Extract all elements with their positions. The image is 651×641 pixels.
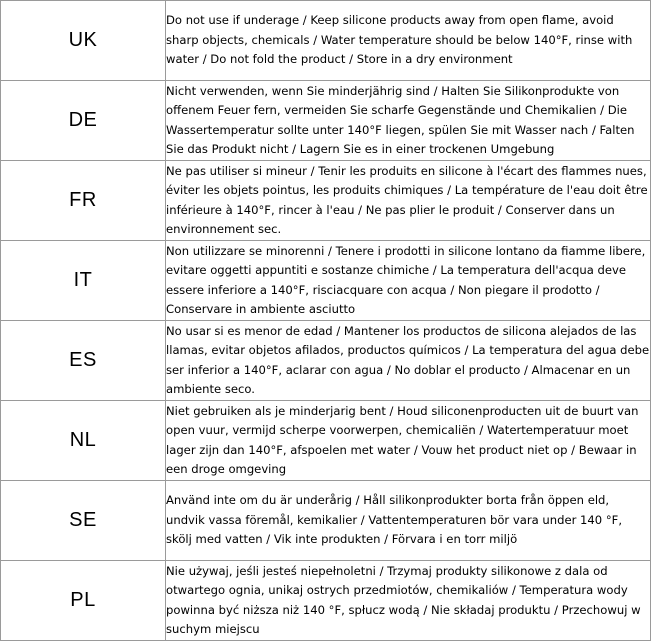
warning-text: Do not use if underage / Keep silicone products away from open flame, avoid sharp objects, chemicals / Water temperature should be below 140°F, rinse with water / Do not fold the product / Store in a dry environment	[166, 1, 651, 81]
language-code: UK	[1, 1, 166, 81]
table-row	[1, 481, 651, 561]
warning-text: Nicht verwenden, wenn Sie minderjährig sind / Halten Sie Silikonprodukte von offenem Feuer fern, vermeiden Sie scharfe Gegenstände und Chemikalien / Die Wassertemperatur sollte unter 140°F liegen, spülen Sie mit Wasser nach / Falten Sie das Produkt nicht / Lagern Sie es in einer trockenen Umgebung	[166, 81, 651, 161]
language-code: ES	[1, 321, 166, 401]
warnings-table-body	[1, 1, 651, 641]
table-row	[1, 81, 651, 161]
warning-text: Nie używaj, jeśli jesteś niepełnoletni / Trzymaj produkty silikonowe z dala od otwartego ognia, unikaj ostrych przedmiotów, chemikaliów / Temperatura wody powinna być niższa niż 140 °F, spłucz wodą / Nie składaj produktu / Przechowuj w suchym miejscu	[166, 561, 651, 641]
language-code: PL	[1, 561, 166, 641]
table-row	[1, 401, 651, 481]
table-row	[1, 241, 651, 321]
warning-text: Använd inte om du är underårig / Håll silikonprodukter borta från öppen eld, undvik vassa föremål, kemikalier / Vattentemperaturen bör vara under 140 °F, skölj med vatten / Vik inte produkten / Förvara i en torr miljö	[166, 481, 651, 561]
warning-text: Ne pas utiliser si mineur / Tenir les produits en silicone à l'écart des flammes nues, éviter les objets pointus, les produits chimiques / La température de l'eau doit être inférieure à 140°F, rincer à l'eau / Ne pas plier le produit / Conserver dans un environnement sec.	[166, 161, 651, 241]
language-code: IT	[1, 241, 166, 321]
language-code: NL	[1, 401, 166, 481]
table-row	[1, 561, 651, 641]
warning-text: No usar si es menor de edad / Mantener los productos de silicona alejados de las llamas, evitar objetos afilados, productos químicos / La temperatura del agua debe ser inferior a 140°F, aclarar con agua / No doblar el producto / Almacenar en un ambiente seco.	[166, 321, 651, 401]
table-row	[1, 161, 651, 241]
warning-text: Niet gebruiken als je minderjarig bent / Houd siliconenproducten uit de buurt van open vuur, vermijd scherpe voorwerpen, chemicaliën / Watertemperatuur moet lager zijn dan 140°F, afspoelen met water / Vouw het product niet op / Bewaar in een droge omgeving	[166, 401, 651, 481]
language-code: SE	[1, 481, 166, 561]
table-row	[1, 321, 651, 401]
language-code: FR	[1, 161, 166, 241]
language-code: DE	[1, 81, 166, 161]
table-row	[1, 1, 651, 81]
warning-text: Non utilizzare se minorenni / Tenere i prodotti in silicone lontano da fiamme libere, evitare oggetti appuntiti e sostanze chimiche / La temperatura dell'acqua deve essere inferiore a 140°F, risciacquare con acqua / Non piegare il prodotto / Conservare in ambiente asciutto	[166, 241, 651, 321]
